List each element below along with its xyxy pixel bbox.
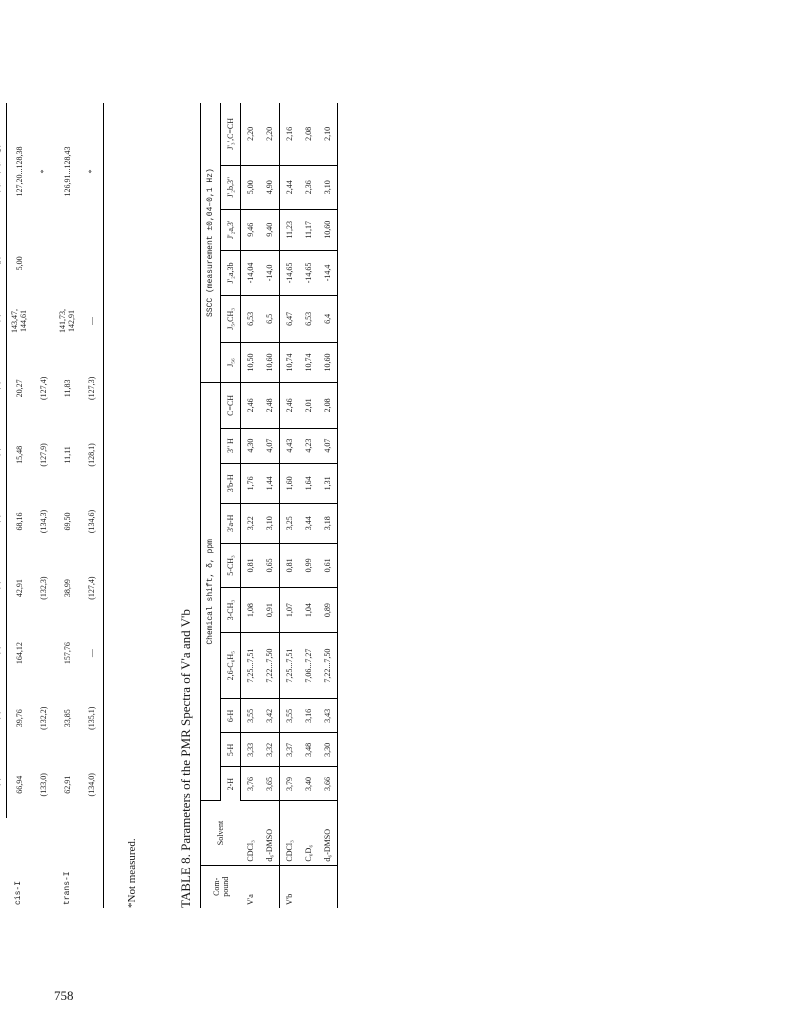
table8-cell: 3,22: [241, 503, 261, 543]
table7-cell: *: [38, 169, 48, 174]
table8-cell: 4,43: [280, 428, 300, 463]
table7-footnote: *Not measured.: [126, 838, 138, 908]
table8-cell: 9,46: [241, 209, 261, 250]
table7-cell: (127,3): [79, 355, 104, 422]
page-number: 758: [54, 988, 74, 1003]
table8-col-header-8: 3'' H: [221, 428, 241, 463]
table8-cell: 10,60: [318, 209, 338, 250]
table7-cell: cis-I: [14, 880, 24, 905]
table8-cell: -14,65: [280, 250, 300, 295]
table8-cell: V'a: [245, 894, 255, 905]
table8-cell: -14,4: [318, 250, 338, 295]
table8-cell: 3,66: [318, 767, 338, 801]
table8-cell: 6,4: [318, 296, 338, 343]
table8-cell: [299, 865, 318, 908]
table7-cell: 38,99: [62, 579, 72, 598]
table8-col-header-3: 2,6-C₆H₅: [221, 632, 241, 698]
table7-cell: 5,00: [14, 256, 24, 271]
table8-cell: 1,44: [260, 463, 280, 503]
table8-cell: 0,65: [260, 543, 280, 588]
table7-cell: 141,73, 142,91: [58, 309, 76, 333]
table8-cell: 2,36: [299, 165, 318, 209]
table8-cell: 1,04: [299, 588, 318, 633]
table7-cell: 143,47, 144,61: [10, 309, 28, 333]
table7-cell: 157,76: [62, 642, 72, 665]
table8-cell: [260, 865, 280, 908]
table8-cell: C₆D₆: [299, 801, 318, 865]
table7-cell: trans-I: [62, 871, 72, 905]
table8-col-header-6: 3'a-H: [221, 503, 241, 543]
table7-cell: 11,83: [62, 379, 72, 398]
table8-cell: 10,74: [299, 342, 318, 383]
table7-cell: [31, 818, 55, 908]
table8-cell: 4,30: [241, 428, 261, 463]
table7-cell: (127,4): [79, 555, 104, 622]
table8-cell: 1,76: [241, 463, 261, 503]
table8-cell: 7,22...7,50: [260, 632, 280, 698]
table7-cell: (132,2): [38, 706, 48, 730]
table7-cell: (127,9): [38, 443, 48, 467]
table7-cell: (134,0): [79, 752, 104, 819]
table8-cell: 2,01: [299, 383, 318, 428]
table7-cell: —: [79, 621, 104, 685]
table8-cell: 1,64: [299, 463, 318, 503]
table8-cell: 3,18: [318, 503, 338, 543]
table8-cell: 11,17: [299, 209, 318, 250]
table8-cell: 4,90: [260, 165, 280, 209]
table8-cell: 2,08: [299, 103, 318, 165]
table-row: [241, 103, 261, 908]
table7-cell: *: [79, 103, 104, 240]
table7-cell: [31, 240, 55, 287]
table7-cell: 69,50: [62, 512, 72, 531]
table8-cell: 3,44: [299, 503, 318, 543]
table8-cell: 3,43: [318, 699, 338, 733]
table8-cell: 7,25...7,51: [280, 632, 300, 698]
table8-caption: TABLE 8. Parameters of the PMR Spectra of V'a and V'b: [178, 609, 193, 908]
table8-cell: CDCl₃: [241, 801, 261, 865]
table8-col-header-7: 3'b-H: [221, 463, 241, 503]
table7-cell: 127,20...128,38: [14, 146, 24, 197]
table8-cell: 3,10: [260, 503, 280, 543]
table8-cell: 3,42: [260, 699, 280, 733]
table8-cell: 10,74: [280, 342, 300, 383]
table8-compound-header: Com- pound: [201, 865, 241, 908]
table7-cell: 42,91: [14, 579, 24, 598]
table8-cell: 7,25...7,51: [241, 632, 261, 698]
table7-cell: 66,94: [14, 775, 24, 794]
table-row: [299, 103, 318, 908]
table8-cell: 3,16: [299, 699, 318, 733]
table8-cell: [318, 865, 338, 908]
table8-cell: 1,08: [241, 588, 261, 633]
table7-cell: (132,3): [38, 576, 48, 600]
table8-col-header-1: 5-H: [221, 733, 241, 767]
table7-cell: [31, 287, 55, 355]
table-row: [79, 103, 104, 908]
table8-cell: 3,55: [280, 699, 300, 733]
table8-cell: 0,81: [241, 543, 261, 588]
table8-col-header-0: 2-H: [221, 767, 241, 801]
table7-cell: 11,11: [62, 446, 72, 464]
table7-cell: [55, 240, 79, 287]
table8-cell: 3,48: [299, 733, 318, 767]
table7-cell: 62,91: [62, 775, 72, 794]
table8-cell: 6,47: [280, 296, 300, 343]
rotated-content: [0, 88, 438, 908]
table7-cell: (135,1): [79, 685, 104, 752]
table7-cell: 15,48: [14, 445, 24, 464]
table8-col-header-11: J₅,CH₃: [221, 296, 241, 343]
table8-cell: 4,23: [299, 428, 318, 463]
table8-cell: 3,76: [241, 767, 261, 801]
table8-cell: 6,53: [299, 296, 318, 343]
table8-cell: V'b: [280, 865, 300, 908]
table8-cell: 2,46: [280, 383, 300, 428]
table8-cell: 5,00: [241, 165, 261, 209]
table8-cell: 0,81: [280, 543, 300, 588]
table8: [200, 103, 338, 908]
table8-cell: 3,40: [299, 767, 318, 801]
table8-cell: 4,07: [260, 428, 280, 463]
table8-cell: 1,31: [318, 463, 338, 503]
table8-cell: 3,55: [241, 699, 261, 733]
table7-cell: —: [79, 287, 104, 355]
table8-col-header-9: C=CH: [221, 383, 241, 428]
table8-sscc-group: SSCC (measurement ±0,04–0,1 Hz): [201, 103, 221, 383]
table8-cell: 1,07: [280, 588, 300, 633]
table8-cell: 2,20: [241, 103, 261, 165]
table8-col-header-2: 6-H: [221, 699, 241, 733]
table8-cell: -14,65: [299, 250, 318, 295]
table-row: [280, 103, 300, 908]
table8-cell: CDCl₃: [280, 801, 300, 865]
table8-cell: 2,16: [280, 103, 300, 165]
table8-cell: 2,08: [318, 383, 338, 428]
table8-cell: 7,06...7,27: [299, 632, 318, 698]
table-row: [31, 103, 55, 908]
table7-cell: 39,76: [14, 709, 24, 728]
table8-cell: 9,40: [260, 209, 280, 250]
table8-cell: 2,20: [260, 103, 280, 165]
table8-cell: 7,22...7,50: [318, 632, 338, 698]
table7-cell: (133,0): [38, 773, 48, 797]
table8-cell: 10,60: [318, 342, 338, 383]
table8-cell: 3,25: [280, 503, 300, 543]
table7-cell: 164,12: [14, 642, 24, 665]
table8-col-header-15: J'₃',C=CH: [221, 103, 241, 165]
table8-cell: 0,91: [260, 588, 280, 633]
table7-cell: 68,16: [14, 512, 24, 531]
table8-cell: 3,37: [280, 733, 300, 767]
table7-cell: [79, 818, 104, 908]
table7-cell: (128,1): [79, 422, 104, 489]
table8-col-header-12: J'₂a,3b: [221, 250, 241, 295]
table-row: [318, 103, 338, 908]
table8-cell: 1,60: [280, 463, 300, 503]
table8-cell: 10,60: [260, 342, 280, 383]
table8-cell: d₆-DMSO: [318, 801, 338, 865]
table-row: [55, 103, 79, 908]
table8-col-header-10: J₅₆: [221, 342, 241, 383]
table8-cell: 3,79: [280, 767, 300, 801]
table8-cell: 0,99: [299, 543, 318, 588]
table8-cell: 3,33: [241, 733, 261, 767]
table-row: [260, 103, 280, 908]
table7-cell: 20,27: [14, 379, 24, 398]
table8-cell: 6,5: [260, 296, 280, 343]
table8-solvent-header: Solvent: [201, 801, 241, 865]
table8-cell: 0,89: [318, 588, 338, 633]
table7-cell: (127,4): [38, 376, 48, 400]
table7-cell: (134,3): [38, 509, 48, 534]
table7-cell: [31, 621, 55, 685]
table8-cell: 2,46: [241, 383, 261, 428]
table7-cell: [79, 240, 104, 287]
table8-cell: 6,53: [241, 296, 261, 343]
table8-cell: 0,61: [318, 543, 338, 588]
table8-cell: 3,65: [260, 767, 280, 801]
table8-cell: -14,04: [241, 250, 261, 295]
table8-cell: 3,32: [260, 733, 280, 767]
table8-cell: 2,48: [260, 383, 280, 428]
table8-col-header-14: J'₂b,3'': [221, 165, 241, 209]
table8-col-header-4: 3-CH₃: [221, 588, 241, 633]
table8-cell: 3,10: [318, 165, 338, 209]
table8-col-header-13: J'₂a,3': [221, 209, 241, 250]
table8-cell: 2,10: [318, 103, 338, 165]
table7-cell: 33,85: [62, 709, 72, 728]
table8-cell: 10,50: [241, 342, 261, 383]
table8-col-header-5: 5-CH₃: [221, 543, 241, 588]
table8-cell: d₆-DMSO: [260, 801, 280, 865]
table7-cell: (134,6): [79, 488, 104, 555]
table8-cell: 11,23: [280, 209, 300, 250]
table8-cell: -14,0: [260, 250, 280, 295]
table8-cell: 2,44: [280, 165, 300, 209]
table8-cell: 3,30: [318, 733, 338, 767]
table-row: [7, 103, 32, 908]
table7-cell: 126,91...128,43: [62, 146, 72, 197]
table8-shift-group: Chemical shift, δ, ppm: [201, 383, 221, 801]
table8-cell: 4,07: [318, 428, 338, 463]
table7: [0, 103, 104, 908]
